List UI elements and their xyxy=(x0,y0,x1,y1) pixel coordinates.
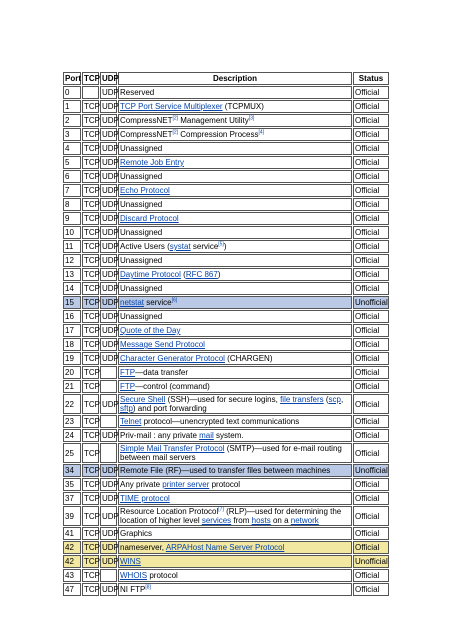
description-text: protocol xyxy=(147,571,178,580)
table-row xyxy=(63,506,389,526)
table-row xyxy=(63,240,389,253)
description-link[interactable]: Simple Mail Transfer Protocol xyxy=(120,444,225,453)
table-row xyxy=(63,268,389,281)
description-text: (TCPMUX) xyxy=(222,102,264,111)
description-link[interactable]: TIME protocol xyxy=(120,494,170,503)
cell-port: 20 xyxy=(63,366,81,379)
cell-tcp: TCP xyxy=(84,228,100,237)
cell-udp: UDP xyxy=(102,543,119,552)
description-text: CompressNET xyxy=(120,116,173,125)
description-link[interactable]: file transfers xyxy=(280,395,324,404)
cell-udp: UDP xyxy=(102,214,119,223)
cell-tcp: TCP xyxy=(84,116,100,125)
cell-port: 15 xyxy=(63,296,81,309)
cell-udp: UDP xyxy=(102,298,119,307)
table-row xyxy=(63,429,389,442)
cell-description xyxy=(118,380,352,393)
description-link[interactable]: Quote of the Day xyxy=(120,326,181,335)
cell-port: 12 xyxy=(63,254,81,267)
cell-tcp: TCP xyxy=(84,172,100,181)
table-row xyxy=(63,555,389,568)
description-link[interactable]: Character Generator Protocol xyxy=(120,354,225,363)
description-link[interactable]: netstat xyxy=(120,298,145,307)
description-link[interactable]: FTP xyxy=(120,382,136,391)
table-row xyxy=(63,226,389,239)
cell-description xyxy=(118,268,352,281)
description-link[interactable]: RFC 867 xyxy=(185,270,218,279)
description-text: Any private xyxy=(120,480,163,489)
cell-port: 24 xyxy=(63,429,81,442)
cell-status: Official xyxy=(353,541,389,554)
cell-udp: UDP xyxy=(102,284,119,293)
description-link[interactable]: FTP xyxy=(120,368,136,377)
citation-ref[interactable]: [8] xyxy=(145,584,151,591)
port-table-body xyxy=(63,86,389,596)
cell-status: Official xyxy=(353,415,389,428)
description-link[interactable]: Secure Shell xyxy=(120,395,166,404)
description-link[interactable]: WHOIS xyxy=(120,571,148,580)
cell-udp: UDP xyxy=(100,506,117,526)
cell-port: 22 xyxy=(63,394,81,414)
description-text: protocol—unencrypted text communications xyxy=(141,417,300,426)
cell-port: 37 xyxy=(63,492,81,505)
cell-tcp: TCP xyxy=(84,214,100,223)
cell-tcp: TCP xyxy=(84,256,100,265)
cell-udp: UDP xyxy=(102,130,119,139)
table-row xyxy=(63,415,389,428)
header-udp[interactable]: UDP xyxy=(102,74,119,83)
table-row xyxy=(63,583,389,596)
table-row xyxy=(63,527,389,540)
table-row xyxy=(63,156,389,169)
table-row xyxy=(63,338,389,351)
cell-status: Official xyxy=(353,506,389,526)
description-link[interactable]: services xyxy=(201,516,232,525)
header-description[interactable]: Description xyxy=(118,72,352,85)
description-link[interactable]: Telnet xyxy=(120,417,142,426)
cell-status: Unofficial xyxy=(355,557,388,566)
cell-tcp: TCP xyxy=(84,200,100,209)
cell-udp: UDP xyxy=(102,354,119,363)
citation-ref[interactable]: [7] xyxy=(218,506,224,513)
description-link[interactable]: mail xyxy=(199,431,214,440)
table-row xyxy=(63,492,389,505)
cell-port: 6 xyxy=(63,170,81,183)
description-link[interactable]: network xyxy=(290,516,319,525)
citation-ref[interactable]: [3] xyxy=(248,115,255,122)
cell-description xyxy=(118,443,352,463)
cell-udp: UDP xyxy=(102,529,119,538)
cell-description xyxy=(118,156,352,169)
cell-udp: UDP xyxy=(102,480,119,489)
header-status[interactable]: Status xyxy=(353,72,389,85)
cell-port: 0 xyxy=(63,86,81,99)
cell-udp xyxy=(100,569,117,582)
cell-port: 25 xyxy=(63,443,81,463)
table-row xyxy=(63,324,389,337)
cell-description xyxy=(118,569,352,582)
cell-status: Unofficial xyxy=(355,298,388,307)
cell-tcp: TCP xyxy=(82,506,99,526)
cell-port: 10 xyxy=(63,226,81,239)
description-text: ( xyxy=(180,270,186,279)
description-text: Management Utility xyxy=(178,116,249,125)
cell-port: 43 xyxy=(63,569,81,582)
description-text: —control (command) xyxy=(135,382,210,391)
cell-status: Official xyxy=(353,366,389,379)
header-tcp[interactable]: TCP xyxy=(84,74,100,83)
cell-description xyxy=(118,226,352,239)
table-row xyxy=(63,380,389,393)
cell-description xyxy=(118,429,352,442)
cell-udp: UDP xyxy=(102,88,119,97)
cell-tcp: TCP xyxy=(84,585,100,594)
cell-port: 39 xyxy=(63,506,81,526)
cell-description xyxy=(118,240,352,253)
description-text: service xyxy=(190,242,219,251)
description-text: on a xyxy=(270,516,291,525)
cell-description xyxy=(118,478,352,491)
cell-port: 13 xyxy=(63,268,81,281)
description-text: Active Users ( xyxy=(120,242,170,251)
description-text: ) xyxy=(223,242,227,251)
table-row xyxy=(63,142,389,155)
cell-status: Official xyxy=(353,569,389,582)
table-row xyxy=(63,282,389,295)
cell-description xyxy=(118,310,352,323)
cell-tcp: TCP xyxy=(82,394,99,414)
cell-port: 18 xyxy=(63,338,81,351)
citation-ref[interactable]: [2] xyxy=(172,115,179,122)
cell-udp: UDP xyxy=(102,242,119,251)
cell-port: 16 xyxy=(63,310,81,323)
cell-description xyxy=(118,464,352,477)
cell-description xyxy=(118,394,352,414)
table-row xyxy=(63,310,389,323)
table-row xyxy=(63,569,389,582)
description-text: —data transfer xyxy=(135,368,189,377)
description-text: Unassigned xyxy=(120,144,163,153)
cell-status: Official xyxy=(353,282,389,295)
citation-ref[interactable]: [6] xyxy=(171,297,178,304)
cell-description xyxy=(118,583,352,596)
cell-description xyxy=(118,212,352,225)
cell-description xyxy=(118,296,352,309)
cell-description xyxy=(118,254,352,267)
cell-port: 35 xyxy=(63,478,81,491)
cell-port: 4 xyxy=(63,142,81,155)
cell-status: Official xyxy=(353,86,389,99)
cell-status: Official xyxy=(353,268,389,281)
description-text: ) xyxy=(217,270,221,279)
cell-status: Official xyxy=(353,170,389,183)
cell-tcp: TCP xyxy=(84,368,100,377)
cell-description xyxy=(118,184,352,197)
description-link[interactable]: Remote Job Entry xyxy=(120,158,185,167)
cell-description xyxy=(118,170,352,183)
cell-port: 42 xyxy=(63,555,81,568)
cell-tcp: TCP xyxy=(84,144,100,153)
cell-tcp: TCP xyxy=(84,480,100,489)
cell-tcp: TCP xyxy=(84,242,100,251)
description-text: nameserver, xyxy=(120,543,166,552)
cell-description xyxy=(118,324,352,337)
cell-port: 9 xyxy=(63,212,81,225)
cell-tcp: TCP xyxy=(84,529,100,538)
description-link[interactable]: Echo Protocol xyxy=(120,186,170,195)
cell-tcp: TCP xyxy=(84,494,100,503)
description-link[interactable]: ARPAHost Name Server Protocol xyxy=(165,543,285,552)
description-text: service xyxy=(144,298,172,307)
cell-status: Official xyxy=(353,352,389,365)
cell-tcp: TCP xyxy=(84,312,100,321)
cell-tcp: TCP xyxy=(84,417,100,426)
cell-status: Official xyxy=(353,583,389,596)
cell-udp: UDP xyxy=(102,200,119,209)
description-text: CompressNET xyxy=(120,130,173,139)
cell-description xyxy=(118,128,352,141)
cell-udp: UDP xyxy=(102,326,119,335)
cell-udp: UDP xyxy=(102,116,119,125)
cell-port: 11 xyxy=(63,240,81,253)
cell-port: 19 xyxy=(63,352,81,365)
port-table xyxy=(62,71,390,597)
cell-status: Official xyxy=(353,212,389,225)
cell-udp: UDP xyxy=(102,186,119,195)
table-row xyxy=(63,464,389,477)
cell-port: 8 xyxy=(63,198,81,211)
table-header-row xyxy=(63,72,389,85)
cell-status: Official xyxy=(353,443,389,463)
description-text: ( xyxy=(323,395,329,404)
table-row xyxy=(63,443,389,463)
cell-udp: UDP xyxy=(102,431,119,440)
description-link[interactable]: sftp xyxy=(120,404,133,413)
table-row xyxy=(63,394,389,414)
table-row xyxy=(63,366,389,379)
cell-tcp: TCP xyxy=(84,340,100,349)
cell-udp: UDP xyxy=(102,466,119,475)
cell-port: 14 xyxy=(63,282,81,295)
citation-ref[interactable]: [4] xyxy=(258,129,265,136)
cell-status: Official xyxy=(353,114,389,127)
cell-tcp: TCP xyxy=(84,571,100,580)
cell-port: 17 xyxy=(63,324,81,337)
header-port[interactable]: Port xyxy=(65,74,81,83)
description-link[interactable]: WINS xyxy=(120,557,141,566)
cell-tcp: TCP xyxy=(84,326,100,335)
cell-description xyxy=(118,86,352,99)
citation-ref[interactable]: [2] xyxy=(172,129,179,136)
table-row xyxy=(63,100,389,113)
cell-description xyxy=(118,555,352,568)
cell-port: 23 xyxy=(63,415,81,428)
cell-udp xyxy=(100,366,117,379)
description-text: Unassigned xyxy=(120,284,163,293)
cell-udp: UDP xyxy=(100,394,117,414)
cell-port: 3 xyxy=(63,128,81,141)
description-text: (SSH)—used for secure logins, xyxy=(165,395,281,404)
cell-status: Official xyxy=(353,240,389,253)
cell-udp: UDP xyxy=(102,158,119,167)
cell-port: 41 xyxy=(63,527,81,540)
cell-tcp: TCP xyxy=(84,284,100,293)
cell-tcp: TCP xyxy=(84,466,100,475)
table-row xyxy=(63,212,389,225)
table-row xyxy=(63,541,389,554)
description-text: Unassigned xyxy=(120,228,163,237)
cell-status: Official xyxy=(353,478,389,491)
description-text: (RLP)—used for determining the location of higher level xyxy=(120,507,342,525)
description-text: Compression Process xyxy=(178,130,259,139)
description-text: Resource Location Protocol xyxy=(120,507,219,516)
description-text: Unassigned xyxy=(120,256,163,265)
cell-status: Official xyxy=(353,324,389,337)
cell-udp xyxy=(100,415,117,428)
cell-status: Official xyxy=(353,380,389,393)
cell-status: Unofficial xyxy=(355,466,388,475)
cell-tcp: TCP xyxy=(84,557,100,566)
cell-tcp xyxy=(82,86,99,99)
cell-udp xyxy=(100,443,117,463)
description-text: ) and port forwarding xyxy=(132,404,207,413)
cell-status: Official xyxy=(353,429,389,442)
description-text: Unassigned xyxy=(120,172,163,181)
cell-tcp: TCP xyxy=(84,298,100,307)
cell-udp: UDP xyxy=(102,557,119,566)
table-row xyxy=(63,114,389,127)
description-text: protocol xyxy=(209,480,241,489)
cell-description xyxy=(118,198,352,211)
description-text: from xyxy=(231,516,252,525)
table-row xyxy=(63,254,389,267)
cell-port: 7 xyxy=(63,184,81,197)
cell-status: Official xyxy=(353,527,389,540)
cell-tcp: TCP xyxy=(84,543,100,552)
table-row xyxy=(63,352,389,365)
cell-status: Official xyxy=(353,198,389,211)
description-text: (CHARGEN) xyxy=(224,354,273,363)
cell-status: Official xyxy=(353,310,389,323)
cell-port: 2 xyxy=(63,114,81,127)
cell-description xyxy=(118,142,352,155)
cell-tcp: TCP xyxy=(84,382,100,391)
cell-port: 34 xyxy=(63,464,81,477)
table-row xyxy=(63,296,389,309)
cell-tcp: TCP xyxy=(84,186,100,195)
cell-status: Official xyxy=(353,100,389,113)
cell-description xyxy=(118,282,352,295)
cell-udp: UDP xyxy=(102,312,119,321)
cell-status: Official xyxy=(353,492,389,505)
table-row xyxy=(63,128,389,141)
cell-tcp: TCP xyxy=(84,102,100,111)
citation-ref[interactable]: [5] xyxy=(218,241,224,248)
cell-tcp: TCP xyxy=(84,354,100,363)
cell-tcp: TCP xyxy=(84,270,100,279)
table-row xyxy=(63,86,389,99)
cell-description xyxy=(118,541,352,554)
cell-udp: UDP xyxy=(102,340,119,349)
cell-status: Official xyxy=(353,128,389,141)
cell-description xyxy=(118,492,352,505)
cell-status: Official xyxy=(353,254,389,267)
cell-status: Official xyxy=(353,184,389,197)
cell-tcp: TCP xyxy=(82,443,99,463)
description-text: Unassigned xyxy=(120,312,163,321)
table-row xyxy=(63,478,389,491)
cell-udp: UDP xyxy=(102,494,119,503)
cell-udp: UDP xyxy=(102,228,119,237)
description-link[interactable]: TCP Port Service Multiplexer xyxy=(120,102,223,111)
description-text: Reserved xyxy=(120,88,155,97)
cell-udp: UDP xyxy=(102,270,119,279)
cell-tcp: TCP xyxy=(84,130,100,139)
cell-description xyxy=(118,114,352,127)
description-text: Unassigned xyxy=(120,200,163,209)
cell-port: 5 xyxy=(63,156,81,169)
cell-udp: UDP xyxy=(102,256,119,265)
table-row xyxy=(63,170,389,183)
description-link[interactable]: printer server xyxy=(162,480,210,489)
cell-description xyxy=(118,100,352,113)
description-text: , xyxy=(341,395,344,404)
cell-description xyxy=(118,338,352,351)
cell-status: Official xyxy=(353,394,389,414)
table-row xyxy=(63,184,389,197)
description-link[interactable]: scp xyxy=(328,395,341,404)
cell-udp: UDP xyxy=(102,144,119,153)
description-text: system. xyxy=(213,431,244,440)
cell-udp: UDP xyxy=(102,172,119,181)
cell-udp: UDP xyxy=(102,585,119,594)
cell-port: 47 xyxy=(63,583,81,596)
description-text: (SMTP)—used for e-mail routing between mail servers xyxy=(120,444,342,462)
cell-port: 1 xyxy=(63,100,81,113)
cell-tcp: TCP xyxy=(84,158,100,167)
description-link[interactable]: Message Send Protocol xyxy=(120,340,205,349)
cell-udp: UDP xyxy=(102,102,119,111)
cell-udp xyxy=(100,380,117,393)
cell-status: Official xyxy=(353,156,389,169)
cell-description xyxy=(118,415,352,428)
cell-description xyxy=(118,506,352,526)
cell-description xyxy=(118,352,352,365)
description-text: Remote File (RF)—used to transfer files between machines xyxy=(120,466,331,475)
description-link[interactable]: Discard Protocol xyxy=(120,214,179,223)
cell-port: 21 xyxy=(63,380,81,393)
cell-status: Official xyxy=(353,226,389,239)
description-text: NI FTP xyxy=(120,585,146,594)
description-link[interactable]: systat xyxy=(169,242,191,251)
description-link[interactable]: hosts xyxy=(251,516,271,525)
cell-port: 42 xyxy=(63,541,81,554)
description-text: Priv-mail : any private xyxy=(120,431,200,440)
description-link[interactable]: Daytime Protocol xyxy=(120,270,181,279)
table-row xyxy=(63,198,389,211)
cell-tcp: TCP xyxy=(84,431,100,440)
cell-description xyxy=(118,527,352,540)
cell-status: Official xyxy=(353,338,389,351)
description-text: Graphics xyxy=(120,529,153,538)
cell-status: Official xyxy=(353,142,389,155)
cell-description xyxy=(118,366,352,379)
